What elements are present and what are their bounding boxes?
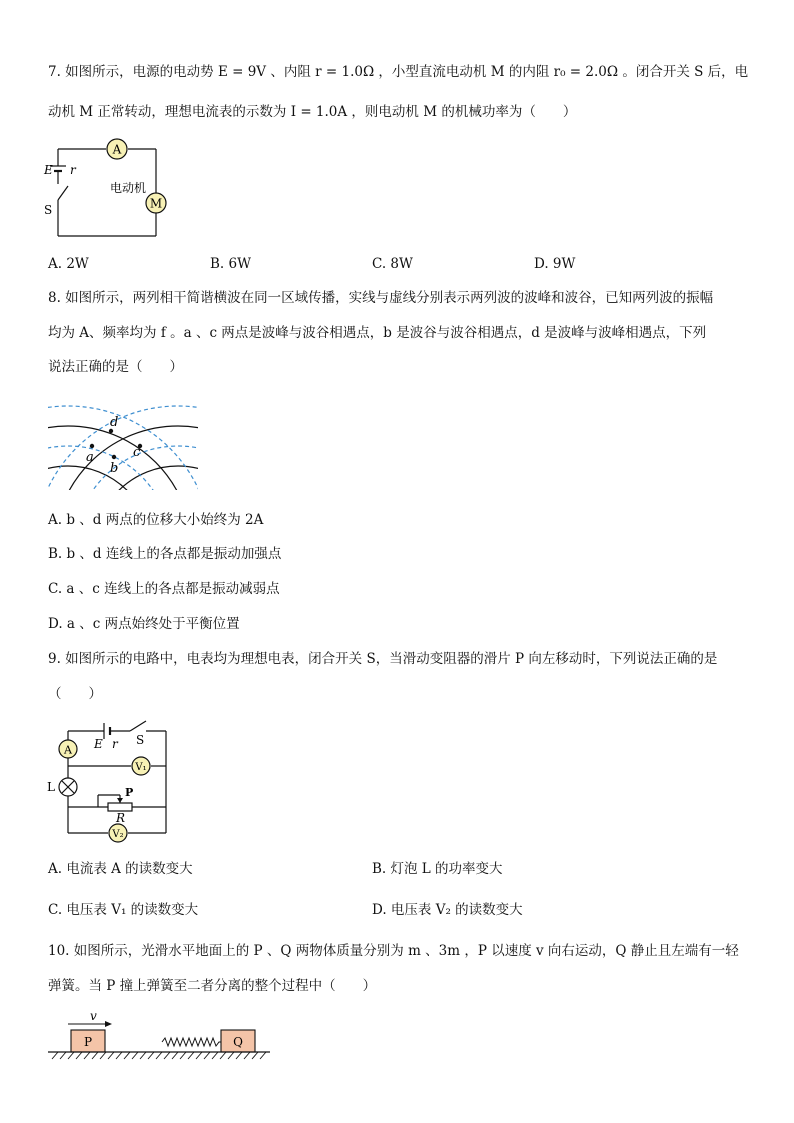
q10-spring: [162, 1038, 221, 1046]
q10-stem-line2: 弹簧。当 P 撞上弹簧至二者分离的整个过程中（ ）: [48, 978, 377, 994]
q9-option-b[interactable]: B. 灯泡 L 的功率变大: [372, 861, 503, 877]
q7-option-a[interactable]: A. 2W: [48, 256, 89, 272]
q8-label-d: d: [110, 415, 119, 430]
q8-option-d[interactable]: D. a 、c 两点始终处于平衡位置: [48, 616, 240, 632]
q7-switch-label: S: [44, 203, 53, 217]
q9-slider-label: P: [125, 786, 134, 799]
q8-point-b: [112, 455, 116, 459]
q7-emf-label: E: [44, 163, 53, 177]
q8-label-c: c: [133, 445, 141, 460]
q9-stem-line1: 9. 如图所示的电路中，电表均为理想电表，闭合开关 S，当滑动变阻器的滑片 P 向左移动时，下列说法正确的是: [48, 651, 718, 667]
q9-voltmeter1-label: V₁: [135, 762, 147, 773]
q9-switch-label: S: [136, 733, 145, 747]
q10-velocity-label: v: [90, 1009, 97, 1023]
q7-stem-line2: 动机 M 正常转动，理想电流表的示数为 I = 1.0A ，则电动机 M 的机械功率为（ ）: [48, 104, 577, 120]
q10-block-p-label: P: [83, 1035, 93, 1049]
q7-resistance-label: r: [70, 163, 76, 177]
q9-lamp-label: L: [47, 780, 55, 794]
q9-rheostat-label: R: [116, 811, 126, 825]
q9-voltmeter2-label: V₂: [112, 829, 124, 840]
q7-motor-label: M: [149, 196, 163, 211]
q8-option-c[interactable]: C. a 、c 连线上的各点都是振动减弱点: [48, 581, 280, 597]
q9-resistance-label: r: [112, 737, 118, 751]
q10-collision-diagram: [44, 1006, 274, 1066]
q8-option-b[interactable]: B. b 、d 连线上的各点都是振动加强点: [48, 546, 282, 562]
q7-option-b[interactable]: B. 6W: [210, 256, 251, 272]
q8-stem-line1: 8. 如图所示，两列相干简谐横波在同一区域传播，实线与虚线分别表示两列波的波峰和波谷，已知两列波的振幅: [48, 290, 714, 306]
q9-option-a[interactable]: A. 电流表 A 的读数变大: [48, 861, 193, 877]
q7-option-d[interactable]: D. 9W: [534, 256, 576, 272]
q9-emf-label: E: [94, 737, 103, 751]
q8-label-a: a: [86, 450, 94, 465]
q8-stem-line2: 均为 A、频率均为 f 。a 、c 两点是波峰与波谷相遇点，b 是波谷与波谷相遇点，d 是波峰与波峰相遇点，下列: [48, 325, 707, 341]
q7-ammeter-label: A: [112, 142, 122, 157]
q9-ammeter-label: A: [64, 743, 72, 757]
q7-stem-line1: 7. 如图所示，电源的电动势 E = 9V 、内阻 r = 1.0Ω ，小型直流电动机 M 的内阻 r₀ = 2.0Ω 。闭合开关 S 后，电: [48, 64, 749, 80]
q9-option-c[interactable]: C. 电压表 V₁ 的读数变大: [48, 902, 199, 918]
q8-point-a: [90, 444, 94, 448]
q7-option-c[interactable]: C. 8W: [372, 256, 413, 272]
q9-stem-line2: （ ）: [48, 686, 102, 702]
q10-block-q-label: Q: [233, 1035, 243, 1049]
q8-stem-line3: 说法正确的是（ ）: [48, 359, 183, 375]
q9-circuit-diagram: [44, 716, 174, 844]
q9-option-d[interactable]: D. 电压表 V₂ 的读数变大: [372, 902, 523, 918]
q8-label-b: b: [110, 461, 119, 476]
q10-stem-line1: 10. 如图所示，光滑水平地面上的 P 、Q 两物体质量分别为 m 、3m ，P 以速度 v 向右运动，Q 静止且左端有一轻: [48, 943, 739, 959]
q8-option-a[interactable]: A. b 、d 两点的位移大小始终为 2A: [48, 512, 264, 528]
q7-motor-caption: 电动机: [110, 181, 147, 195]
q7-circuit-diagram: [40, 134, 190, 244]
q8-interference-diagram: [48, 390, 198, 490]
